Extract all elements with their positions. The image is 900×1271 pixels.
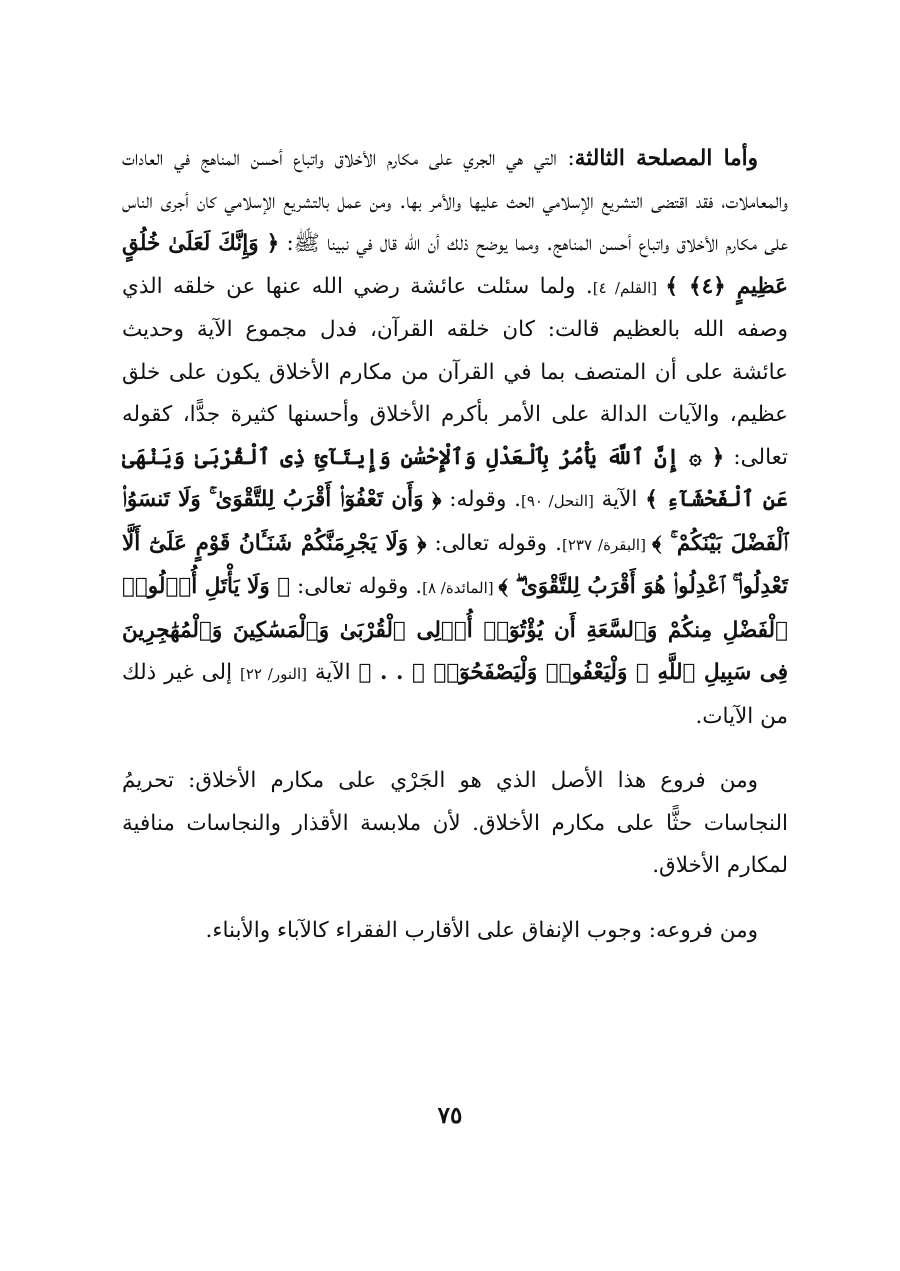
body-text: ومن فروعه: وجوب الإنفاق على الأقارب الفقراء كالآباء والأبناء. bbox=[205, 917, 758, 943]
section-lead: وأما المصلحة الثالثة bbox=[574, 146, 758, 171]
verse-reference: [القلم/ ٤] bbox=[592, 278, 666, 297]
body-text: : التي هي الجري على مكارم الأخلاق واتباع أحسن المناهج في العادات والمعاملات، فقد اقتضى التشريع الإسلامي الحث عليها والأمر بها. ومن عمل بالتشريع الإسلامي كان أجرى الناس على مكارم الأخلاق واتباع أحسن المناهج. ومما يوضح ذلك أن الله قال في نبينا ﷺ: bbox=[122, 146, 788, 256]
paragraph-third-interest bbox=[122, 138, 788, 738]
paragraph-spending bbox=[122, 910, 788, 953]
quran-verse: ﴿ ۞ إِنَّ ٱللَّهَ يَأْمُرُ بِٱلْعَدْلِ وَٱلْإِحْسَٰنِ وَإِيتَآئِ ذِى ٱلْقُرْبَىٰ وَيَنْهَىٰ عَنِ ٱلْفَحْشَآءِ ﴾ bbox=[122, 444, 789, 512]
quran-verse: ﴿ وَلَا يَأْتَلِ أُو۟لُوا۟ ٱلْفَضْلِ مِنكُمْ وَٱلسَّعَةِ أَن يُؤْتُوٓا۟ أُو۟لِى ٱلْقُرْبَىٰ وَٱلْمَسَٰكِينَ وَٱلْمُهَٰجِرِينَ فِى سَبِيلِ ٱللَّهِ ۖ وَلْيَعْفُوا۟ وَلْيَصْفَحُوٓا۟ ۗ . . ﴾ bbox=[122, 574, 788, 685]
body-text: إلى غير ذلك من الآيات. bbox=[122, 660, 788, 729]
body-text: . وقوله تعالى: bbox=[426, 530, 562, 556]
verse-reference: [البقرة/ ٢٣٧] bbox=[562, 535, 652, 554]
body-text: الآية bbox=[306, 660, 359, 685]
quran-verse: ﴿ وَإِنَّكَ لَعَلَىٰ خُلُقٍ عَظِيمٍ ﴿٤﴾ ﴾ bbox=[122, 231, 788, 299]
verse-reference: [النحل/ ٩٠] bbox=[520, 492, 594, 510]
page-body bbox=[122, 138, 788, 952]
body-text: الآية bbox=[593, 487, 646, 512]
body-text: . وقوله: bbox=[441, 487, 521, 512]
quran-verse: ﴿ وَأَن تَعْفُوٓا۟ أَقْرَبُ لِلتَّقْوَىٰ ۚ وَلَا تَنسَوُا۟ ٱلْفَضْلَ بَيْنَكُمْ ۚ ﴾ bbox=[122, 487, 789, 556]
verse-reference: [النور/ ٢٢] bbox=[239, 665, 307, 683]
quran-verse: ﴿ وَلَا يَجْرِمَنَّكُمْ شَنَـَٔانُ قَوْمٍ عَلَىٰٓ أَلَّا تَعْدِلُوا۟ ۚ ٱعْدِلُوا۟ هُوَ أَقْرَبُ لِلتَّقْوَىٰ ۖ ﴾ bbox=[122, 530, 788, 599]
body-text: . ولما سئلت عائشة رضي الله عنها عن خلقه الذي وصفه الله بالعظيم قالت: كان خلقه القرآن، فدل مجموع الآية وحديث عائشة على أن المتصف بما في القرآن من مكارم الأخلاق يكون على خلق عظيم، والآيات الدالة على الأمر بأكرم الأخلاق وأحسنها كثيرة جدًّا، كقوله تعالى: bbox=[122, 273, 788, 470]
paragraph-impurities bbox=[122, 760, 788, 888]
body-text: ومن فروع هذا الأصل الذي هو الجَرْي على مكارم الأخلاق: تحريمُ النجاسات حثًّا على مكارم الأخلاق. لأن ملابسة الأقذار والنجاسات منافية لمكارم الأخلاق. bbox=[122, 768, 789, 878]
page-number: ٧٥ bbox=[437, 1102, 463, 1129]
verse-reference: [المائدة/ ٨] bbox=[422, 579, 499, 597]
body-text: . وقوله تعالى: bbox=[290, 574, 423, 599]
